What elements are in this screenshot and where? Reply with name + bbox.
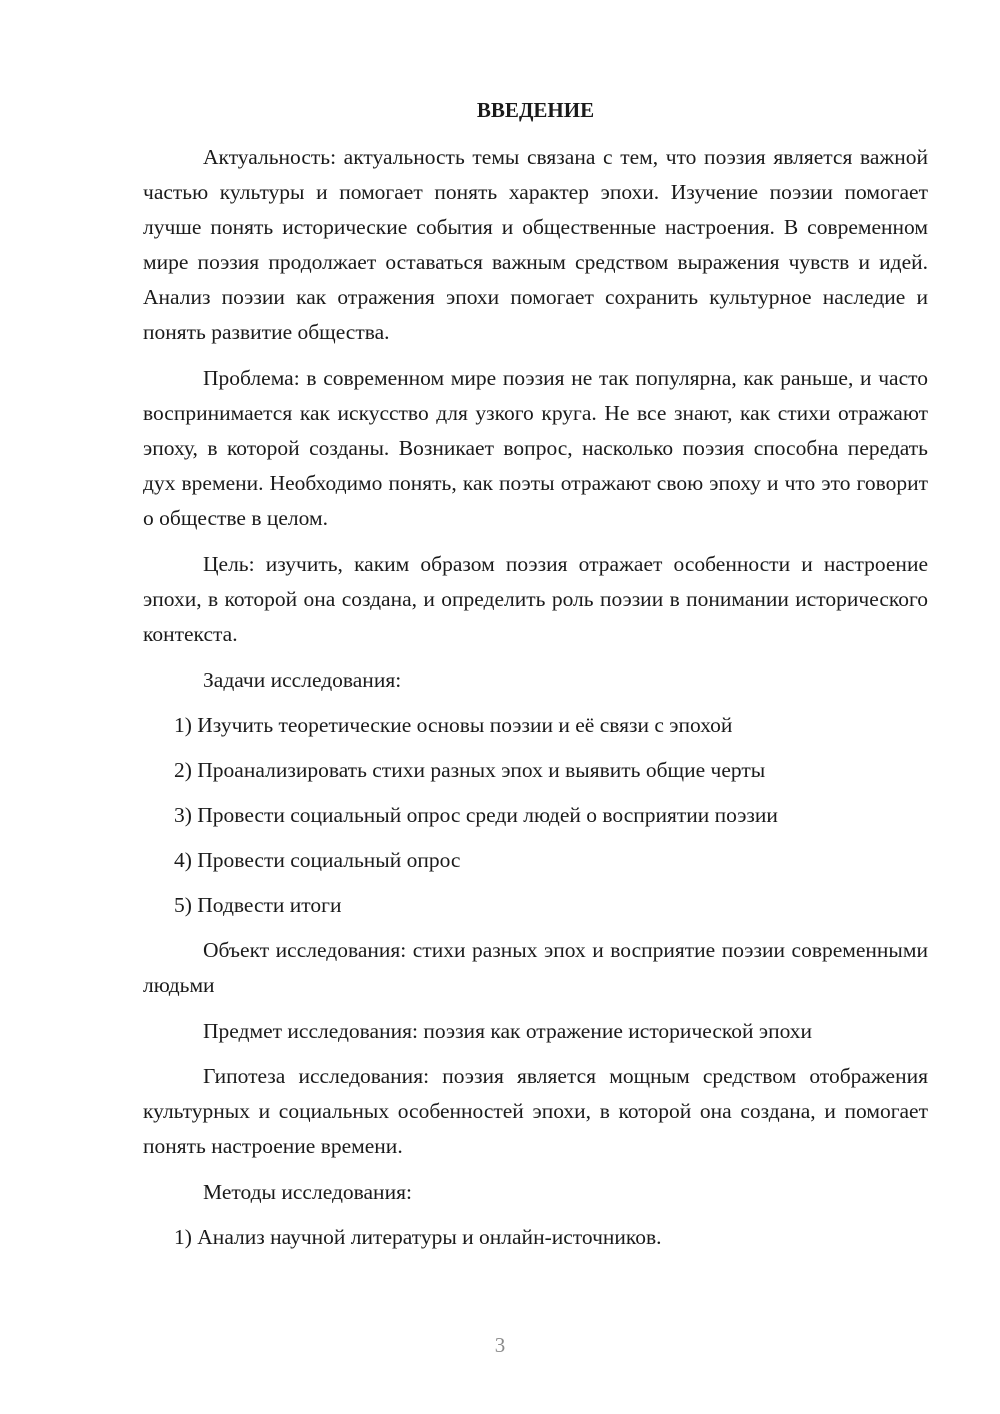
hypothesis-paragraph: Гипотеза исследования: поэзия является мощным средством отображения культурных и социальных особенностей эпохи, в которой она создана, и помогает понять настроение времени. [143,1064,928,1158]
task-item: 4) Провести социальный опрос [174,848,461,872]
document-page [143,95,928,1265]
problem-paragraph: Проблема: в современном мире поэзия не так популярна, как раньше, и часто воспринимается как искусство для узкого круга. Не все знают, как стихи отражают эпоху, в которой созданы. Возникает вопрос, насколько поэзия способна передать дух времени. Необходимо понять, как поэты отражают свою эпоху и что это говорит о обществе в целом. [143,366,928,530]
method-item: 1) Анализ научной литературы и онлайн-источников. [174,1225,662,1249]
goal-paragraph: Цель: изучить, каким образом поэзия отражает особенности и настроение эпохи, в которой она создана, и определить роль поэзии в понимании исторического контекста. [143,552,928,646]
methods-heading: Методы исследования: [203,1180,412,1204]
subject-paragraph: Предмет исследования: поэзия как отражение исторической эпохи [203,1019,813,1043]
relevance-paragraph: Актуальность: актуальность темы связана с тем, что поэзия является важной частью культуры и помогает понять характер эпохи. Изучение поэзии помогает лучше понять исторические события и общественные настроения. В современном мире поэзия продолжает оставаться важным средством выражения чувств и идей. Анализ поэзии как отражения эпохи помогает сохранить культурное наследие и понять развитие общества. [143,145,928,344]
object-paragraph: Объект исследования: стихи разных эпох и восприятие поэзии современными людьми [143,938,928,997]
task-item: 1) Изучить теоретические основы поэзии и её связи с эпохой [174,713,733,737]
tasks-heading: Задачи исследования: [203,668,402,692]
task-item: 3) Провести социальный опрос среди людей о восприятии поэзии [174,803,778,827]
task-item: 2) Проанализировать стихи разных эпох и выявить общие черты [174,758,766,782]
task-item: 5) Подвести итоги [174,893,342,917]
page-number: 3 [494,1333,506,1357]
section-title: ВВЕДЕНИЕ [476,98,595,122]
